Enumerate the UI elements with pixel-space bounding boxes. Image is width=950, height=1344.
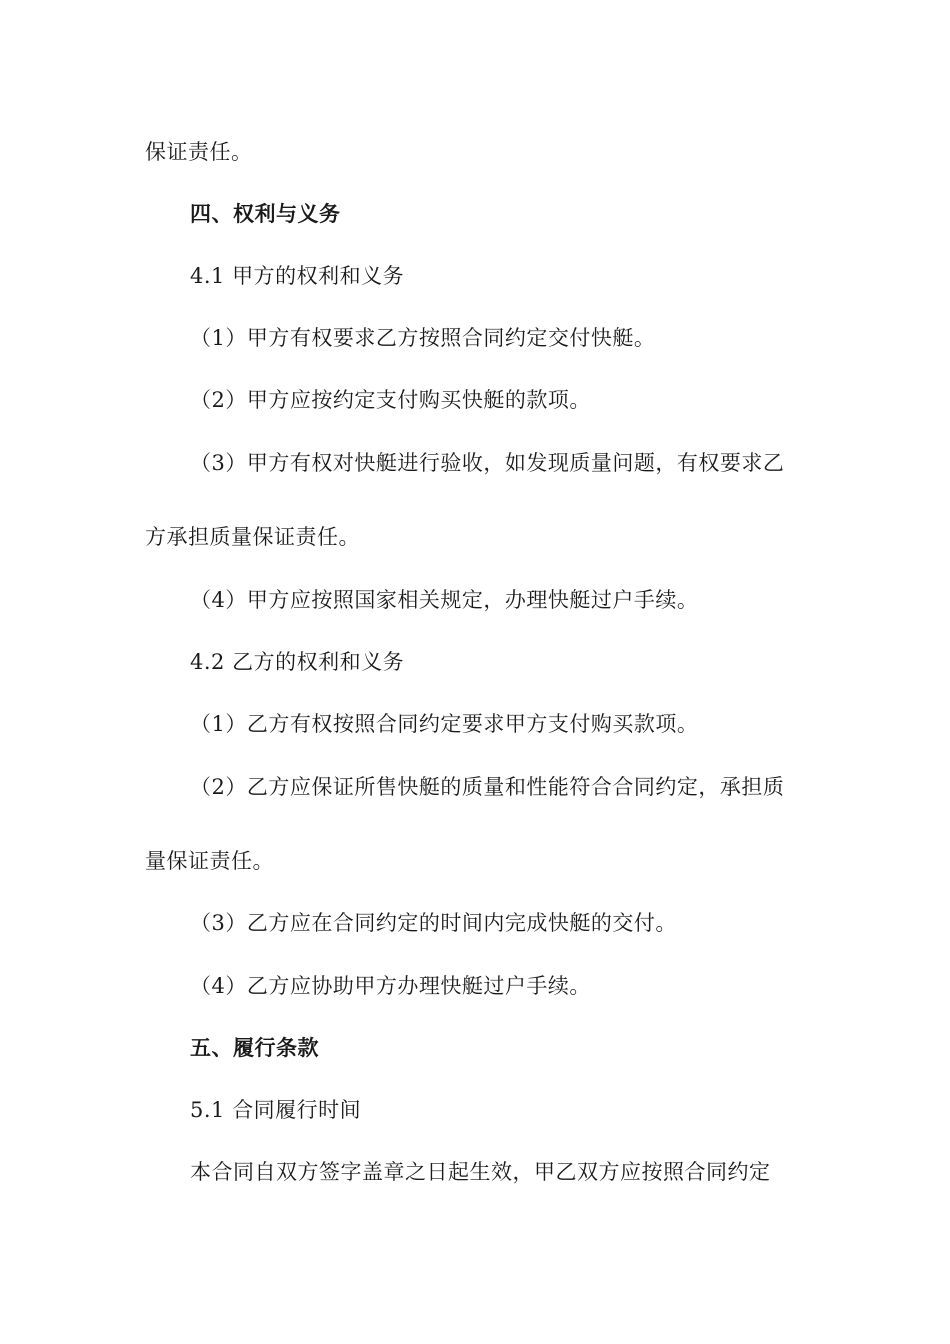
list-item: （4）乙方应协助甲方办理快艇过户手续。 [190,974,591,998]
list-item-continuation: 量保证责任。 [145,849,274,873]
list-item: （1）乙方有权按照合同约定要求甲方支付购买款项。 [190,712,699,736]
list-item: （3）乙方应在合同约定的时间内完成快艇的交付。 [190,911,677,935]
list-item: （4）甲方应按照国家相关规定，办理快艇过户手续。 [190,588,699,612]
subsection-heading-5-1: 5.1 合同履行时间 [190,1098,362,1122]
paragraph: 本合同自双方签字盖章之日起生效，甲乙双方应按照合同约定 [190,1160,771,1184]
section-heading-4: 四、权利与义务 [190,202,341,226]
list-item: （2）甲方应按约定支付购买快艇的款项。 [190,388,591,412]
section-heading-5: 五、履行条款 [190,1036,319,1060]
paragraph-continuation: 保证责任。 [145,140,253,164]
list-item: （1）甲方有权要求乙方按照合同约定交付快艇。 [190,326,656,350]
list-item: （2）乙方应保证所售快艇的质量和性能符合合同约定，承担质 [190,775,785,799]
subsection-heading-4-2: 4.2 乙方的权利和义务 [190,650,405,674]
subsection-heading-4-1: 4.1 甲方的权利和义务 [190,264,405,288]
list-item: （3）甲方有权对快艇进行验收，如发现质量问题，有权要求乙 [190,451,785,475]
list-item-continuation: 方承担质量保证责任。 [145,525,360,549]
